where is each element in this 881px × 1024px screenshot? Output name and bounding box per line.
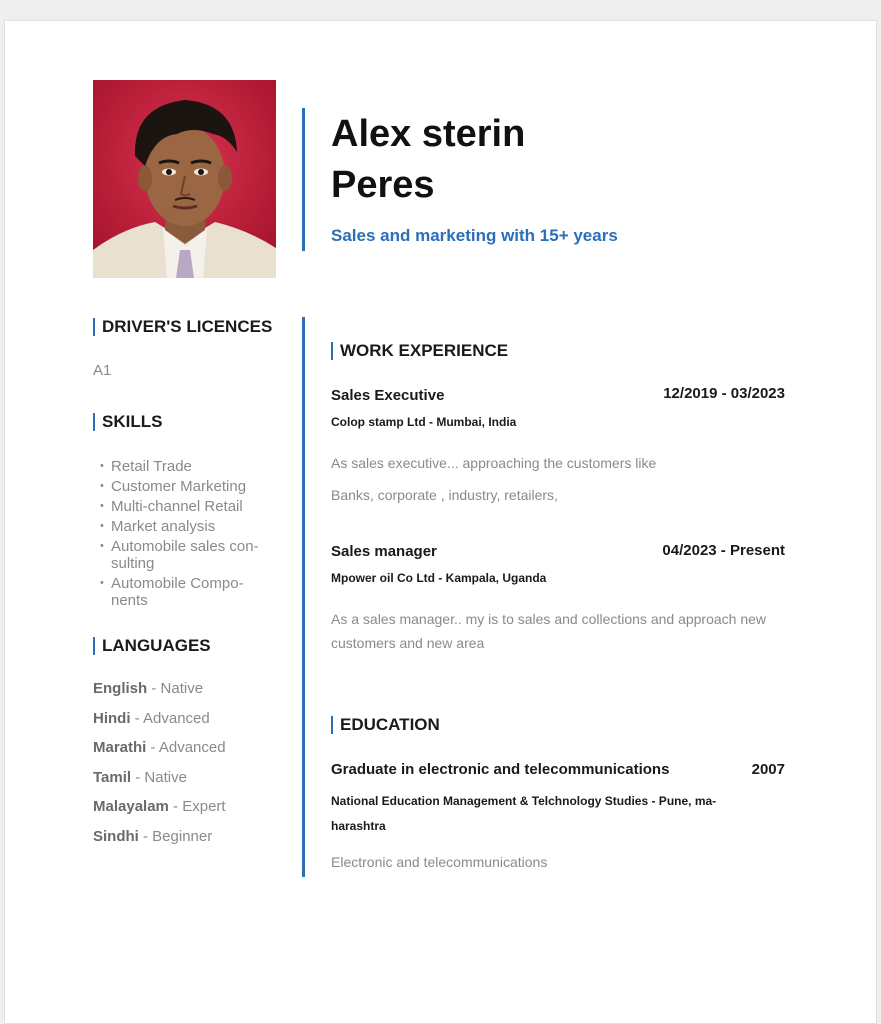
language-level: Beginner: [152, 827, 213, 845]
job-description-line: customers and new area: [331, 635, 485, 651]
education-heading: EDUCATION: [331, 715, 440, 735]
job-description-line: Banks, corporate , industry, retailers,: [331, 487, 558, 503]
language-row: English - Native: [93, 680, 204, 697]
languages-heading: LANGUAGES: [93, 636, 211, 656]
job-description: [331, 451, 656, 507]
language-name: Sindhi: [93, 827, 139, 845]
skills-heading: SKILLS: [93, 412, 162, 432]
job-description-line: As sales executive... approaching the customers like: [331, 455, 657, 471]
degree: Graduate in electronic and telecommunications: [331, 761, 670, 778]
job-description-line: As a sales manager.. my is to sales and collections and approach new: [331, 611, 767, 627]
work-heading: WORK EXPERIENCE: [331, 341, 508, 361]
job-description: [331, 607, 766, 655]
tagline: Sales and marketing with 15+ years: [331, 226, 618, 245]
language-name: Marathi: [93, 739, 147, 756]
header-divider: [302, 108, 305, 251]
skill-item: • Market analysis: [100, 518, 280, 535]
language-level: Expert: [182, 798, 226, 815]
school-line: harashtra: [331, 819, 386, 833]
language-name: Tamil: [93, 768, 132, 786]
language-level: Native: [160, 680, 204, 697]
name-line-2: Peres: [331, 164, 435, 206]
school: [331, 789, 716, 839]
education-description: Electronic and telecommunications: [331, 854, 548, 870]
skill-item: • Customer Marketing: [100, 478, 280, 495]
skill-item: • Automobile sales con-sulting: [100, 538, 271, 572]
language-level: Advanced: [158, 739, 226, 756]
candidate-name: [331, 109, 525, 211]
language-name: Malayalam: [93, 798, 169, 815]
job-dates: 12/2019 - 03/2023: [663, 385, 785, 402]
graduation-year: 2007: [751, 761, 785, 778]
job-role: Sales Executive: [331, 387, 445, 404]
languages-list: [93, 679, 226, 856]
skills-list: [100, 458, 280, 612]
skill-item: • Automobile Compo-nents: [100, 575, 266, 609]
skill-item: • Retail Trade: [100, 458, 280, 475]
job-company: Mpower oil Co Ltd - Kampala, Uganda: [331, 571, 547, 585]
language-level: Native: [144, 768, 187, 786]
language-name: Hindi: [93, 709, 131, 727]
school-line: National Education Management & Telchnology Studies - Pune, ma-: [331, 794, 717, 808]
job-role: Sales manager: [331, 543, 437, 560]
name-line-1: Alex sterin: [331, 113, 526, 155]
job-dates: 04/2023 - Present: [662, 542, 785, 559]
language-row: Tamil - Native: [93, 768, 187, 786]
language-name: English: [93, 680, 148, 697]
language-row: Sindhi - Beginner: [93, 827, 213, 845]
skill-item: • Multi-channel Retail: [100, 498, 280, 515]
licence-value: A1: [93, 362, 112, 379]
resume-page: [4, 20, 877, 1024]
language-level: Advanced: [143, 709, 210, 727]
job-company: Colop stamp Ltd - Mumbai, India: [331, 415, 517, 429]
language-row: Hindi - Advanced: [93, 709, 210, 727]
profile-photo: [93, 80, 276, 278]
main-divider: [302, 317, 305, 877]
language-row: Malayalam - Expert: [93, 798, 226, 815]
licences-heading: DRIVER'S LICENCES: [93, 317, 272, 337]
language-row: Marathi - Advanced: [93, 739, 226, 756]
